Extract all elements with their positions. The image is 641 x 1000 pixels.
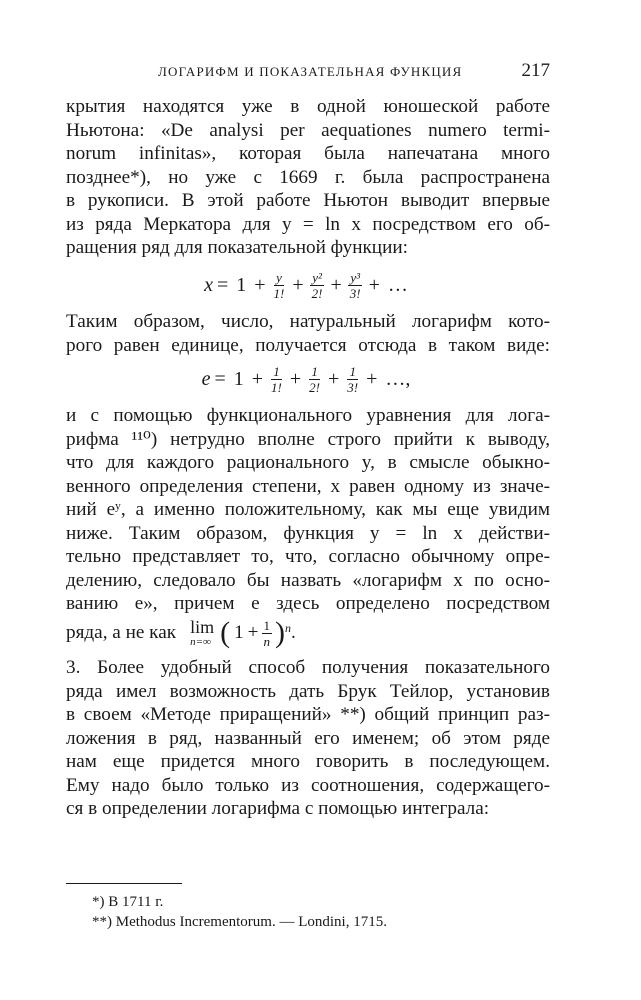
- lim-one: 1: [234, 622, 244, 644]
- fraction: [307, 364, 322, 395]
- formula-one: 1: [236, 273, 247, 296]
- fraction-num: 1: [311, 363, 318, 379]
- text-line: позднее*), но уже с 1669 г. была распространена: [66, 166, 550, 188]
- text-line: рого равен единице, получается отсюда в таком виде:: [66, 334, 550, 356]
- text-line: тельно представляет то, что, согласно обычному опре-: [66, 546, 550, 567]
- text-line: рифма ¹¹⁰) нетрудно вполне строго прийти к выводу,: [66, 428, 550, 450]
- text-line: ний eʸ, а именно положительному, как мы еще увидим: [66, 499, 550, 520]
- fraction-den: 3!: [347, 379, 359, 395]
- formula-plus: +: [251, 367, 264, 390]
- fraction: [272, 270, 287, 301]
- fraction-den: 1!: [271, 379, 282, 395]
- fraction: [310, 270, 325, 301]
- fraction-den: 2!: [311, 285, 323, 301]
- text-line-with-limit: ряда, а не как lim n=∞ ( 1 + $\frac{1}{n}$ ) $^n$ .: [66, 616, 296, 650]
- text-line: ванию e», причем e здесь определено посредством: [66, 593, 550, 614]
- formula-plus: +: [254, 273, 266, 296]
- footnote-rule: [66, 883, 182, 884]
- fraction-num: 1: [273, 363, 280, 379]
- fraction-num: y³: [350, 269, 361, 285]
- formula-e-series: [66, 357, 550, 401]
- fraction-num: 1: [349, 363, 356, 379]
- text-line: нам еще придется много говорить в последующем.: [66, 751, 550, 772]
- lim-exponent: n: [285, 621, 291, 635]
- fraction-den: 3!: [349, 285, 361, 301]
- formula-exponential-series: [66, 262, 550, 308]
- text-line: что для каждого рационального y, в смысле обыкно-: [66, 452, 550, 473]
- lim-plus: +: [247, 622, 259, 644]
- fraction: [348, 270, 363, 301]
- text-line: из ряда Меркатора для y = ln x посредством его об-: [66, 213, 550, 235]
- formula-plus: +: [330, 273, 342, 296]
- text-line: в своем «Методе приращений» **) общий принцип раз-: [66, 704, 550, 725]
- running-title: ЛОГАРИФМ И ПОКАЗАТЕЛЬНАЯ ФУНКЦИЯ: [158, 64, 463, 79]
- text-line: ряда имел возможность дать Брук Тейлор, установив: [66, 680, 550, 702]
- text-line: в рукописи. В этой работе Ньютон выводит впервые: [66, 190, 550, 211]
- lim-word: lim: [190, 617, 215, 637]
- text-line: 3. Более удобный способ получения показательного: [66, 657, 550, 678]
- footnote: *) В 1711 г.: [92, 894, 164, 910]
- text-line: ниже. Таким образом, функция y = ln x действи-: [66, 522, 550, 544]
- formula-plus: +: [292, 273, 304, 296]
- text-line: norum infinitas», которая была напечатана много: [66, 143, 550, 164]
- formula-eq: =: [216, 273, 229, 296]
- fraction-num: 1: [263, 617, 270, 633]
- fraction-den: 2!: [309, 379, 320, 395]
- formula-plus: +: [289, 367, 302, 390]
- formula-plus: +: [368, 273, 380, 296]
- lim-subscript: n=∞: [190, 636, 211, 648]
- fraction-den: n: [263, 633, 270, 649]
- formula-e-series-wrapper: [66, 318, 550, 358]
- footnote: **) Methodus Incrementorum. — Londini, 1715.: [92, 914, 387, 930]
- text-line: Ньютона: «De analysi per aequationes numero termi-: [66, 119, 550, 141]
- fraction: [269, 364, 284, 395]
- text-line: крытия находятся уже в одной юношеской работе: [66, 96, 550, 117]
- formula-dots: …: [387, 273, 408, 296]
- page-number: 217: [521, 60, 550, 81]
- fraction-num: y²: [312, 269, 322, 285]
- text-line: ся в определении логарифма с помощью интеграла:: [66, 798, 490, 819]
- text-line: и с помощью функционального уравнения для лога-: [66, 405, 550, 426]
- formula-plus: +: [328, 367, 340, 390]
- formula-lhs: e: [201, 367, 211, 390]
- fraction: [345, 364, 360, 395]
- limit-operator: [190, 618, 214, 648]
- fraction-den: 1!: [273, 285, 285, 301]
- text-line: делению, следовало бы назвать «логарифм x по осно-: [66, 569, 550, 591]
- text-line: ложения в ряд, названный его именем; об этом ряде: [66, 727, 550, 749]
- text-line: Таким образом, число, натуральный логарифм кото-: [66, 311, 550, 332]
- lim-end: .: [291, 622, 296, 644]
- text-fragment: ряда, а не как: [66, 622, 177, 644]
- formula-lhs: x: [204, 273, 213, 296]
- fraction-num: y: [276, 269, 282, 285]
- fraction: [262, 618, 273, 649]
- text-line: Ему надо было только из соотношения, содержащего-: [66, 774, 550, 796]
- text-line: венного определения степени, x равен одному из значе-: [66, 475, 550, 497]
- text-line: ращения ряд для показательной функции:: [66, 237, 408, 258]
- formula-eq: =: [214, 367, 226, 390]
- formula-plus: +: [366, 367, 378, 390]
- formula-one: 1: [233, 367, 244, 390]
- formula-dots: …,: [385, 367, 411, 390]
- page-header: [66, 60, 550, 84]
